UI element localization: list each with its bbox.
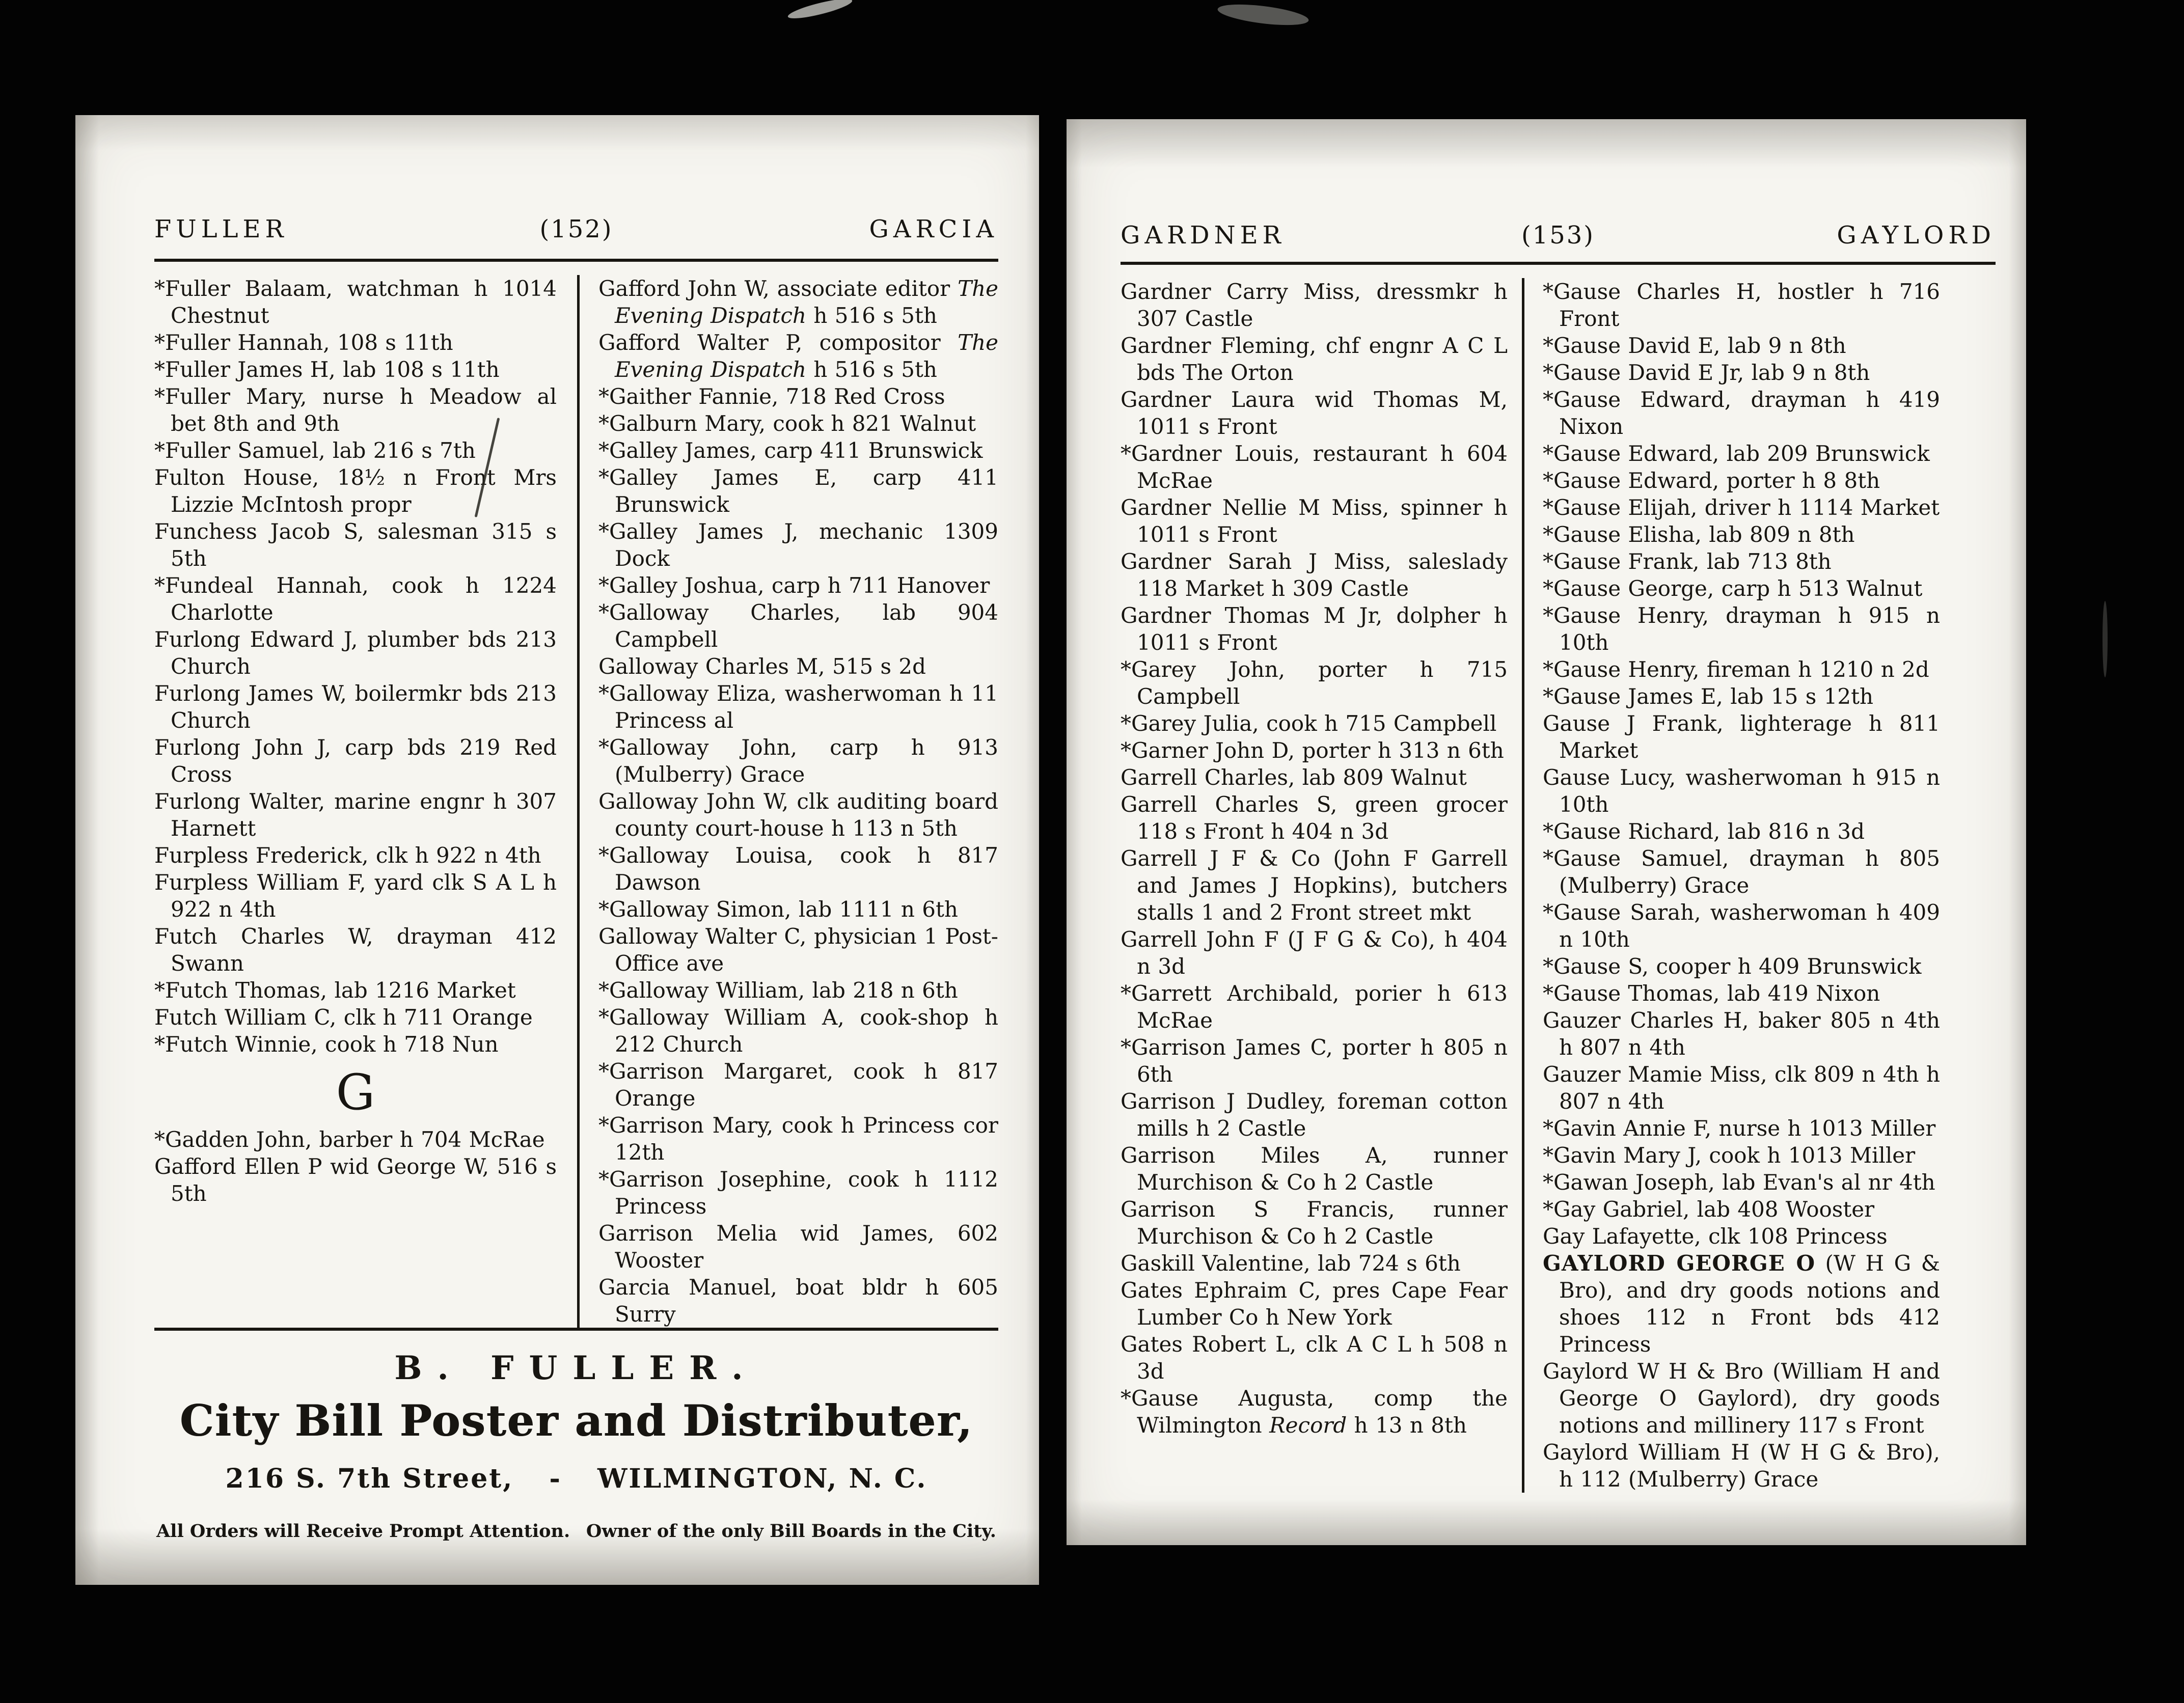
directory-entry: Fulton House, 18½ n Front Mrs Lizzie McIntosh propr [154, 465, 557, 517]
directory-entry: Furlong Walter, marine engnr h 307 Harnett [154, 789, 557, 841]
directory-entry: *Fuller Balaam, watchman h 1014 Chestnut [154, 276, 557, 328]
directory-entry: Garrison Melia wid James, 602 Wooster [598, 1221, 998, 1273]
directory-entry: Gardner Thomas M Jr, dolpher h 1011 s Front [1121, 603, 1508, 655]
directory-entry: Gardner Laura wid Thomas M, 1011 s Front [1121, 387, 1508, 439]
directory-entry: Furpless Frederick, clk h 922 n 4th [154, 843, 541, 868]
header-rule [154, 259, 998, 262]
directory-entry: Galloway Charles M, 515 s 2d [598, 654, 926, 679]
directory-entry: Gates Ephraim C, pres Cape Fear Lumber Co h New York [1121, 1278, 1508, 1330]
directory-entry: Gafford John W, associate editor The Evening Dispatch h 516 s 5th [598, 276, 998, 328]
directory-columns [154, 275, 998, 1328]
directory-entry: *Galloway Louisa, cook h 817 Dawson [598, 843, 998, 895]
directory-entry: Galloway Walter C, physician 1 Post-Office ave [598, 924, 998, 976]
directory-columns [1121, 278, 1996, 1493]
directory-entry: Furlong Edward J, plumber bds 213 Church [154, 627, 557, 679]
directory-entry: *Galloway Eliza, washerwoman h 11 Princess al [598, 681, 998, 733]
header-right-word: GAYLORD [1837, 221, 1996, 250]
scan-speck [2103, 601, 2108, 677]
directory-entry: Garcia Manuel, boat bldr h 605 Surry [598, 1275, 998, 1327]
directory-entry: *Gadden John, barber h 704 McRae [154, 1127, 545, 1152]
directory-entry: *Galloway Charles, lab 904 Campbell [598, 600, 998, 652]
directory-entry: *Gause George, carp h 513 Walnut [1543, 576, 1923, 601]
section-letter: G [336, 1064, 375, 1121]
running-head [1121, 119, 1996, 250]
page-153-column-2 [1522, 278, 1940, 1493]
directory-entry: *Galloway Simon, lab 1111 n 6th [598, 897, 958, 922]
directory-entry: *Fuller Hannah, 108 s 11th [154, 330, 453, 355]
directory-entry: *Gavin Mary J, cook h 1013 Miller [1543, 1143, 1916, 1168]
directory-entry: *Garrison James C, porter h 805 n 6th [1121, 1035, 1508, 1087]
directory-entry: *Galburn Mary, cook h 821 Walnut [598, 411, 976, 436]
directory-entry: Gardner Carry Miss, dressmkr h 307 Castle [1121, 279, 1508, 331]
directory-entry: *Galloway John, carp h 913 (Mulberry) Grace [598, 735, 998, 787]
advertisement-rule [154, 1328, 998, 1331]
directory-entry: *Gause Samuel, drayman h 805 (Mulberry) Grace [1543, 846, 1940, 898]
scan-speck [786, 0, 853, 22]
directory-entry: Gardner Nellie M Miss, spinner h 1011 s Front [1121, 495, 1508, 547]
directory-entry: *Garrison Josephine, cook h 1112 Princess [598, 1167, 998, 1219]
directory-entry: *Garner John D, porter h 313 n 6th [1121, 738, 1504, 763]
advertiser-trade: City Bill Poster and Distributer, [179, 1395, 973, 1446]
scan-speck [1217, 1, 1310, 29]
page-153-column-1 [1121, 278, 1508, 1493]
directory-entry: Garrell J F & Co (John F Garrell and James J Hopkins), butchers stalls 1 and 2 Front street mkt [1121, 846, 1508, 925]
directory-entry: *Garrison Margaret, cook h 817 Orange [598, 1059, 998, 1111]
advertiser-street: 216 S. 7th Street, [225, 1463, 514, 1494]
directory-entry: Gaskill Valentine, lab 724 s 6th [1121, 1251, 1461, 1276]
directory-entry: Gafford Ellen P wid George W, 516 s 5th [154, 1154, 557, 1206]
directory-entry: Garrell Charles, lab 809 Walnut [1121, 765, 1467, 790]
directory-entry: *Gause Richard, lab 816 n 3d [1543, 819, 1865, 844]
directory-entry: *Gause James E, lab 15 s 12th [1543, 684, 1874, 709]
directory-entry: Garrison Miles A, runner Murchison & Co h 2 Castle [1121, 1143, 1508, 1195]
directory-page-153 [1067, 119, 2026, 1545]
directory-entry: *Gause Augusta, comp the Wilmington Record h 13 n 8th [1121, 1386, 1508, 1438]
directory-entry: Galloway John W, clk auditing board county court-house h 113 n 5th [598, 789, 998, 841]
directory-entry: GAYLORD GEORGE O (W H G & Bro), and dry goods notions and shoes 112 n Front bds 412 Princess [1543, 1251, 1940, 1357]
directory-entry: Furlong James W, boilermkr bds 213 Church [154, 681, 557, 733]
directory-entry: *Gause David E Jr, lab 9 n 8th [1543, 360, 1870, 385]
directory-entry: *Fuller Mary, nurse h Meadow al bet 8th and 9th [154, 384, 557, 436]
directory-entry: Garrell John F (J F G & Co), h 404 n 3d [1121, 927, 1508, 979]
directory-entry: *Gause Charles H, hostler h 716 Front [1543, 279, 1940, 331]
directory-entry: Garrison S Francis, runner Murchison & Co h 2 Castle [1121, 1197, 1508, 1249]
directory-entry: Gardner Sarah J Miss, saleslady 118 Market h 309 Castle [1121, 549, 1508, 601]
directory-entry: *Garrison Mary, cook h Princess cor 12th [598, 1113, 998, 1165]
directory-entry: *Garrett Archibald, porier h 613 McRae [1121, 981, 1508, 1033]
header-left-word: GARDNER [1121, 221, 1286, 250]
directory-entry: *Gawan Joseph, lab Evan's al nr 4th [1543, 1170, 1935, 1195]
directory-entry: *Futch Winnie, cook h 718 Nun [154, 1032, 499, 1057]
directory-entry: *Gause Edward, porter h 8 8th [1543, 468, 1880, 493]
directory-entry: *Galley James, carp 411 Brunswick [598, 438, 983, 463]
directory-entry: Futch Charles W, drayman 412 Swann [154, 924, 557, 976]
directory-entry: *Gause S, cooper h 409 Brunswick [1543, 954, 1922, 979]
directory-entry: *Fuller Samuel, lab 216 s 7th [154, 438, 476, 463]
directory-entry: *Fuller James H, lab 108 s 11th [154, 357, 500, 382]
directory-entry: *Galloway William A, cook-shop h 212 Church [598, 1005, 998, 1057]
directory-entry: *Gause Henry, drayman h 915 n 10th [1543, 603, 1940, 655]
directory-entry: Furlong John J, carp bds 219 Red Cross [154, 735, 557, 787]
header-right-word: GARCIA [869, 215, 998, 243]
directory-entry: *Garey John, porter h 715 Campbell [1121, 657, 1508, 709]
directory-entry: Garrison J Dudley, foreman cotton mills h 2 Castle [1121, 1089, 1508, 1141]
ad-note-left: All Orders will Receive Prompt Attention. [156, 1521, 570, 1542]
page-152-column-2 [577, 275, 998, 1328]
directory-entry: Gaylord W H & Bro (William H and George O Gaylord), dry goods notions and millinery 117 s Front [1543, 1359, 1940, 1438]
advertiser-name: B. FULLER. [394, 1349, 758, 1387]
directory-entry: *Gaither Fannie, 718 Red Cross [598, 384, 945, 409]
directory-entry: *Gause Edward, lab 209 Brunswick [1543, 441, 1930, 466]
advertisement-footnotes [154, 1521, 998, 1542]
directory-entry: Gardner Fleming, chf engnr A C L bds The Orton [1121, 333, 1508, 385]
directory-entry: Gay Lafayette, clk 108 Princess [1543, 1224, 1888, 1249]
directory-entry: Gauzer Charles H, baker 805 n 4th h 807 n 4th [1543, 1008, 1940, 1060]
directory-entry: Gauzer Mamie Miss, clk 809 n 4th h 807 n 4th [1543, 1062, 1940, 1114]
directory-entry: *Gause Edward, drayman h 419 Nixon [1543, 387, 1940, 439]
directory-entry: Gafford Walter P, compositor The Evening Dispatch h 516 s 5th [598, 330, 998, 382]
running-head [154, 115, 998, 243]
directory-entry: Gates Robert L, clk A C L h 508 n 3d [1121, 1332, 1508, 1384]
directory-entry: *Gause Thomas, lab 419 Nixon [1543, 981, 1880, 1006]
directory-entry: *Gause Sarah, washerwoman h 409 n 10th [1543, 900, 1940, 952]
directory-entry: *Gause David E, lab 9 n 8th [1543, 333, 1846, 358]
directory-entry: Furpless William F, yard clk S A L h 922 n 4th [154, 870, 557, 922]
ad-note-right: Owner of the only Bill Boards in the City. [586, 1521, 996, 1542]
advertiser-city: WILMINGTON, N. C. [597, 1463, 927, 1494]
directory-entry: *Galley Joshua, carp h 711 Hanover [598, 573, 990, 598]
directory-entry: Futch William C, clk h 711 Orange [154, 1005, 533, 1030]
directory-entry: *Garey Julia, cook h 715 Campbell [1121, 711, 1497, 736]
directory-entry: Funchess Jacob S, salesman 315 s 5th [154, 519, 557, 571]
advertisement [154, 1349, 998, 1542]
directory-entry: *Fundeal Hannah, cook h 1224 Charlotte [154, 573, 557, 625]
directory-entry: *Gause Henry, fireman h 1210 n 2d [1543, 657, 1929, 682]
directory-entry: *Gause Elijah, driver h 1114 Market [1543, 495, 1940, 520]
advertiser-address-line [154, 1463, 998, 1494]
directory-entry: Garrell Charles S, green grocer 118 s Front h 404 n 3d [1121, 792, 1508, 844]
directory-entry: *Gay Gabriel, lab 408 Wooster [1543, 1197, 1875, 1222]
directory-entry: Gause J Frank, lighterage h 811 Market [1543, 711, 1940, 763]
header-left-word: FULLER [154, 215, 288, 243]
directory-entry: *Galloway William, lab 218 n 6th [598, 978, 958, 1003]
directory-page-152 [75, 115, 1039, 1585]
page-number: (153) [1521, 221, 1595, 250]
directory-entry: Gause Lucy, washerwoman h 915 n 10th [1543, 765, 1940, 817]
directory-entry: *Gardner Louis, restaurant h 604 McRae [1121, 441, 1508, 493]
header-rule [1121, 262, 1996, 265]
address-separator: - [549, 1463, 562, 1494]
directory-entry: *Gavin Annie F, nurse h 1013 Miller [1543, 1116, 1936, 1141]
directory-entry: *Gause Frank, lab 713 8th [1543, 549, 1832, 574]
directory-entry: Gaylord William H (W H G & Bro), h 112 (Mulberry) Grace [1543, 1440, 1940, 1492]
directory-entry: *Galley James J, mechanic 1309 Dock [598, 519, 998, 571]
directory-entry: *Futch Thomas, lab 1216 Market [154, 978, 516, 1003]
page-number: (152) [539, 215, 613, 243]
directory-entry: *Gause Elisha, lab 809 n 8th [1543, 522, 1855, 547]
directory-entry: *Galley James E, carp 411 Brunswick [598, 465, 998, 517]
